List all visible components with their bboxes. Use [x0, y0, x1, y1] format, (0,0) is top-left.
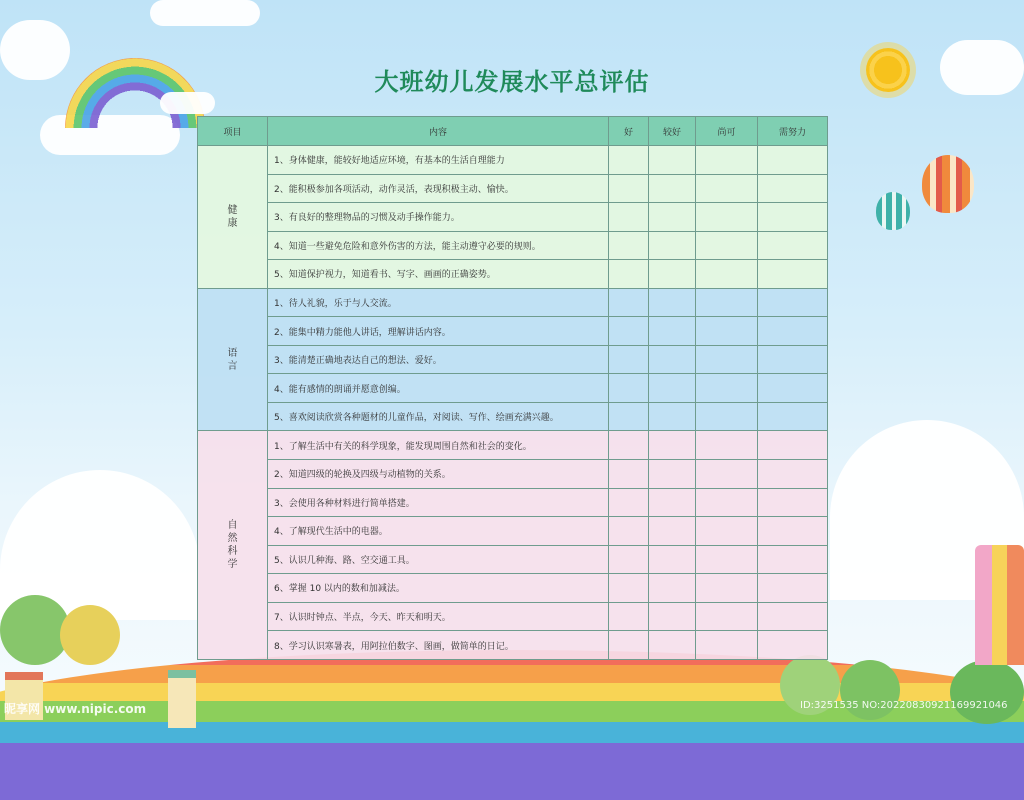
item-text: 5、知道保护视力，知道看书、写字、画画的正确姿势。 [268, 260, 609, 289]
table-row [198, 488, 828, 517]
item-text: 5、认识几种海、路、空交通工具。 [268, 545, 609, 574]
category-label: 自然科学 [227, 520, 238, 571]
table-row [198, 146, 828, 175]
evaluation-table [197, 116, 828, 660]
rating-cell-ok[interactable] [696, 402, 758, 431]
hot-air-balloon-small [876, 192, 910, 230]
rating-cell-ok[interactable] [696, 517, 758, 546]
rating-cell-fairly-good[interactable] [649, 574, 696, 603]
table-row [198, 431, 828, 460]
item-text: 2、知道四级的轮换及四级与动植物的关系。 [268, 460, 609, 489]
house-center-left [168, 670, 196, 728]
header-content: 内容 [268, 117, 609, 146]
rating-cell-needs-effort[interactable] [758, 602, 828, 631]
rating-cell-good[interactable] [609, 402, 649, 431]
rating-cell-ok[interactable] [696, 203, 758, 232]
rating-cell-good[interactable] [609, 146, 649, 175]
rating-cell-fairly-good[interactable] [649, 517, 696, 546]
rating-cell-ok[interactable] [696, 174, 758, 203]
rating-cell-ok[interactable] [696, 345, 758, 374]
item-text: 4、能有感情的朗诵并愿意创编。 [268, 374, 609, 403]
category-language [198, 288, 268, 431]
rating-cell-ok[interactable] [696, 260, 758, 289]
watermark-left: 昵享网 www.nipic.com [4, 702, 147, 716]
rating-cell-fairly-good[interactable] [649, 602, 696, 631]
table-row [198, 545, 828, 574]
table-row [198, 374, 828, 403]
item-text: 5、喜欢阅读欣赏各种题材的儿童作品，对阅读、写作、绘画充满兴趣。 [268, 402, 609, 431]
cloud-top-center [150, 0, 260, 26]
rating-cell-good[interactable] [609, 602, 649, 631]
category-health [198, 146, 268, 289]
table-row [198, 602, 828, 631]
rating-cell-fairly-good[interactable] [649, 545, 696, 574]
table-row [198, 517, 828, 546]
rating-cell-needs-effort[interactable] [758, 146, 828, 175]
item-text: 4、了解现代生活中的电器。 [268, 517, 609, 546]
table-row [198, 574, 828, 603]
category-label: 语言 [227, 347, 238, 372]
rating-cell-good[interactable] [609, 574, 649, 603]
header-ok: 尚可 [696, 117, 758, 146]
rating-cell-good[interactable] [609, 374, 649, 403]
rating-cell-ok[interactable] [696, 602, 758, 631]
rating-cell-needs-effort[interactable] [758, 231, 828, 260]
rating-cell-fairly-good[interactable] [649, 174, 696, 203]
item-text: 3、能清楚正确地表达自己的想法、爱好。 [268, 345, 609, 374]
rating-cell-ok[interactable] [696, 488, 758, 517]
rating-cell-fairly-good[interactable] [649, 374, 696, 403]
rating-cell-good[interactable] [609, 460, 649, 489]
header-good: 好 [609, 117, 649, 146]
tree-far-right [950, 660, 1024, 724]
tree-left-2 [60, 605, 120, 665]
hot-air-balloon-large [922, 155, 974, 213]
rating-cell-needs-effort[interactable] [758, 374, 828, 403]
rating-cell-needs-effort[interactable] [758, 203, 828, 232]
rating-cell-fairly-good[interactable] [649, 460, 696, 489]
table-row [198, 260, 828, 289]
table-row [198, 631, 828, 660]
header-needs-effort: 需努力 [758, 117, 828, 146]
rating-cell-fairly-good[interactable] [649, 631, 696, 660]
rating-cell-needs-effort[interactable] [758, 431, 828, 460]
item-text: 1、身体健康，能较好地适应环境，有基本的生活自理能力 [268, 146, 609, 175]
table-row [198, 288, 828, 317]
rating-cell-needs-effort[interactable] [758, 488, 828, 517]
rating-cell-fairly-good[interactable] [649, 431, 696, 460]
header-item: 项目 [198, 117, 268, 146]
crayon-castle [975, 545, 1024, 665]
category-science [198, 431, 268, 660]
watermark-right: ID:3251535 NO:20220830921169921046 [800, 700, 1008, 711]
item-text: 4、知道一些避免危险和意外伤害的方法，能主动遵守必要的规则。 [268, 231, 609, 260]
rating-cell-needs-effort[interactable] [758, 260, 828, 289]
item-text: 3、有良好的整理物品的习惯及动手操作能力。 [268, 203, 609, 232]
table-row [198, 203, 828, 232]
item-text: 3、会使用各种材料进行简单搭建。 [268, 488, 609, 517]
rating-cell-needs-effort[interactable] [758, 288, 828, 317]
item-text: 1、了解生活中有关的科学现象，能发现周围自然和社会的变化。 [268, 431, 609, 460]
rating-cell-ok[interactable] [696, 374, 758, 403]
table-row [198, 317, 828, 346]
rating-cell-needs-effort[interactable] [758, 517, 828, 546]
item-text: 2、能集中精力能他人讲话，理解讲话内容。 [268, 317, 609, 346]
item-text: 2、能积极参加各项活动，动作灵活，表现积极主动、愉快。 [268, 174, 609, 203]
rating-cell-ok[interactable] [696, 146, 758, 175]
rating-cell-needs-effort[interactable] [758, 631, 828, 660]
rating-cell-good[interactable] [609, 260, 649, 289]
rating-cell-ok[interactable] [696, 460, 758, 489]
tree-right-2 [840, 660, 900, 720]
rating-cell-fairly-good[interactable] [649, 488, 696, 517]
rating-cell-needs-effort[interactable] [758, 460, 828, 489]
rating-cell-fairly-good[interactable] [649, 317, 696, 346]
rating-cell-ok[interactable] [696, 574, 758, 603]
rating-cell-fairly-good[interactable] [649, 260, 696, 289]
rating-cell-fairly-good[interactable] [649, 231, 696, 260]
rating-cell-fairly-good[interactable] [649, 146, 696, 175]
rating-cell-good[interactable] [609, 517, 649, 546]
table-row [198, 402, 828, 431]
rating-cell-good[interactable] [609, 631, 649, 660]
rating-cell-ok[interactable] [696, 545, 758, 574]
rating-cell-needs-effort[interactable] [758, 545, 828, 574]
rating-cell-ok[interactable] [696, 317, 758, 346]
rating-cell-good[interactable] [609, 231, 649, 260]
rating-cell-needs-effort[interactable] [758, 402, 828, 431]
rating-cell-ok[interactable] [696, 431, 758, 460]
rating-cell-good[interactable] [609, 545, 649, 574]
item-text: 6、掌握 10 以内的数和加减法。 [268, 574, 609, 603]
rating-cell-good[interactable] [609, 288, 649, 317]
item-text: 7、认识时钟点、半点，今天、昨天和明天。 [268, 602, 609, 631]
rating-cell-needs-effort[interactable] [758, 345, 828, 374]
item-text: 1、待人礼貌，乐于与人交流。 [268, 288, 609, 317]
rating-cell-fairly-good[interactable] [649, 345, 696, 374]
rating-cell-ok[interactable] [696, 288, 758, 317]
rating-cell-good[interactable] [609, 345, 649, 374]
rating-cell-fairly-good[interactable] [649, 402, 696, 431]
table-row [198, 460, 828, 489]
rating-cell-needs-effort[interactable] [758, 574, 828, 603]
rating-cell-good[interactable] [609, 174, 649, 203]
header-fairly-good: 较好 [649, 117, 696, 146]
rating-cell-good[interactable] [609, 317, 649, 346]
rating-cell-ok[interactable] [696, 631, 758, 660]
item-text: 8、学习认识寒暑表，用阿拉伯数字、图画，做简单的日记。 [268, 631, 609, 660]
rating-cell-good[interactable] [609, 431, 649, 460]
table-row [198, 174, 828, 203]
category-label: 健康 [227, 204, 238, 229]
page-title: 大班幼儿发展水平总评估 [374, 68, 650, 96]
rating-cell-fairly-good[interactable] [649, 288, 696, 317]
table-row [198, 345, 828, 374]
table-row [198, 231, 828, 260]
rating-cell-good[interactable] [609, 203, 649, 232]
table-header-row [198, 117, 828, 146]
rating-cell-ok[interactable] [696, 231, 758, 260]
rating-cell-fairly-good[interactable] [649, 203, 696, 232]
rating-cell-needs-effort[interactable] [758, 174, 828, 203]
rating-cell-needs-effort[interactable] [758, 317, 828, 346]
rating-cell-good[interactable] [609, 488, 649, 517]
